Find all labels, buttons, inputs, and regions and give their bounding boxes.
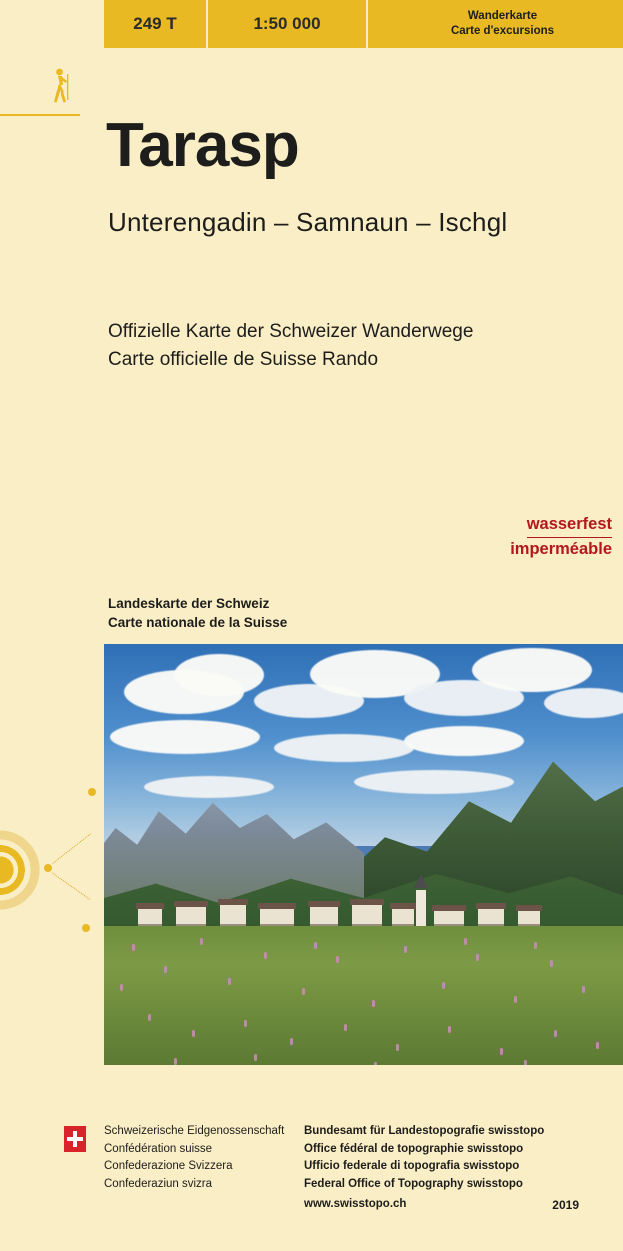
map-type-fr: Carte d'excursions: [450, 25, 555, 37]
swiss-cross-shield-icon: [64, 1126, 86, 1152]
house: [434, 910, 464, 926]
house-roof: [390, 903, 416, 909]
house-roof: [308, 901, 340, 907]
house-roof: [136, 903, 164, 909]
waterproof-label-fr: imperméable: [510, 540, 612, 558]
footer: [0, 1112, 623, 1251]
office-name: Federal Office of Topography swisstopo: [304, 1177, 523, 1190]
office-name: Office fédéral de topographie swisstopo: [304, 1142, 524, 1155]
cloud: [472, 648, 592, 692]
house-roof: [476, 903, 506, 909]
house-roof: [258, 903, 296, 909]
map-number: 249 T: [104, 0, 208, 48]
house-roof: [350, 899, 384, 905]
route-leg: [45, 868, 90, 900]
house: [310, 906, 338, 926]
house: [176, 906, 206, 926]
house: [138, 908, 162, 926]
house: [392, 908, 414, 926]
page-title: Tarasp: [106, 111, 299, 180]
house-roof: [218, 899, 248, 905]
house: [260, 908, 294, 926]
office-name: Bundesamt für Landestopografie swisstopo: [304, 1125, 545, 1137]
series-label-de: Landeskarte der Schweiz: [108, 596, 270, 611]
route-dot: [80, 922, 92, 934]
cover-photo: [104, 644, 623, 1065]
house: [518, 910, 540, 926]
hiker-icon: [48, 68, 70, 104]
official-notice-de: Offizielle Karte der Schweizer Wanderwege: [108, 321, 474, 342]
series-label: [108, 594, 287, 632]
header-bar: [104, 0, 623, 48]
map-type: [368, 0, 623, 48]
official-notice-fr: Carte officielle de Suisse Rando: [108, 349, 379, 370]
official-notice: [108, 318, 473, 374]
office-name: Ufficio federale di topografia swisstopo: [304, 1160, 520, 1172]
house: [478, 908, 504, 926]
hiker-icon-panel: [0, 48, 80, 116]
confederation-names: [104, 1123, 284, 1193]
house: [352, 904, 382, 926]
cloud: [354, 770, 514, 794]
confederation-name: Confederazione Svizzera: [104, 1160, 233, 1172]
house-roof: [174, 901, 208, 907]
waterproof-label: [510, 513, 612, 561]
map-scale: 1:50 000: [208, 0, 368, 48]
cloud: [110, 720, 260, 754]
waterproof-label-de: wasserfest: [527, 513, 612, 538]
confederation-name: Schweizerische Eidgenossenschaft: [104, 1125, 285, 1137]
cloud: [274, 734, 414, 762]
page-subtitle: Unterengadin – Samnaun – Ischgl: [108, 207, 508, 237]
confederation-name: Confédération suisse: [104, 1142, 213, 1155]
header-left-spacer: [0, 0, 104, 48]
cloud: [174, 654, 264, 696]
route-decoration: [0, 770, 104, 950]
office-names: [304, 1123, 544, 1193]
cloud: [404, 726, 524, 756]
series-label-fr: Carte nationale de la Suisse: [108, 615, 288, 630]
flower-meadow: [104, 926, 623, 1065]
website-link[interactable]: www.swisstopo.ch: [304, 1198, 407, 1210]
route-rings: [0, 830, 40, 910]
cloud: [144, 776, 274, 798]
confederation-name: Confederaziun svizra: [104, 1177, 213, 1190]
edition-year: 2019: [552, 1198, 579, 1212]
house-roof: [516, 905, 542, 911]
house: [220, 904, 246, 926]
map-type-de: Wanderkarte: [467, 10, 538, 22]
route-dot: [86, 786, 98, 798]
route-dot: [42, 862, 54, 874]
house-roof: [432, 905, 466, 911]
